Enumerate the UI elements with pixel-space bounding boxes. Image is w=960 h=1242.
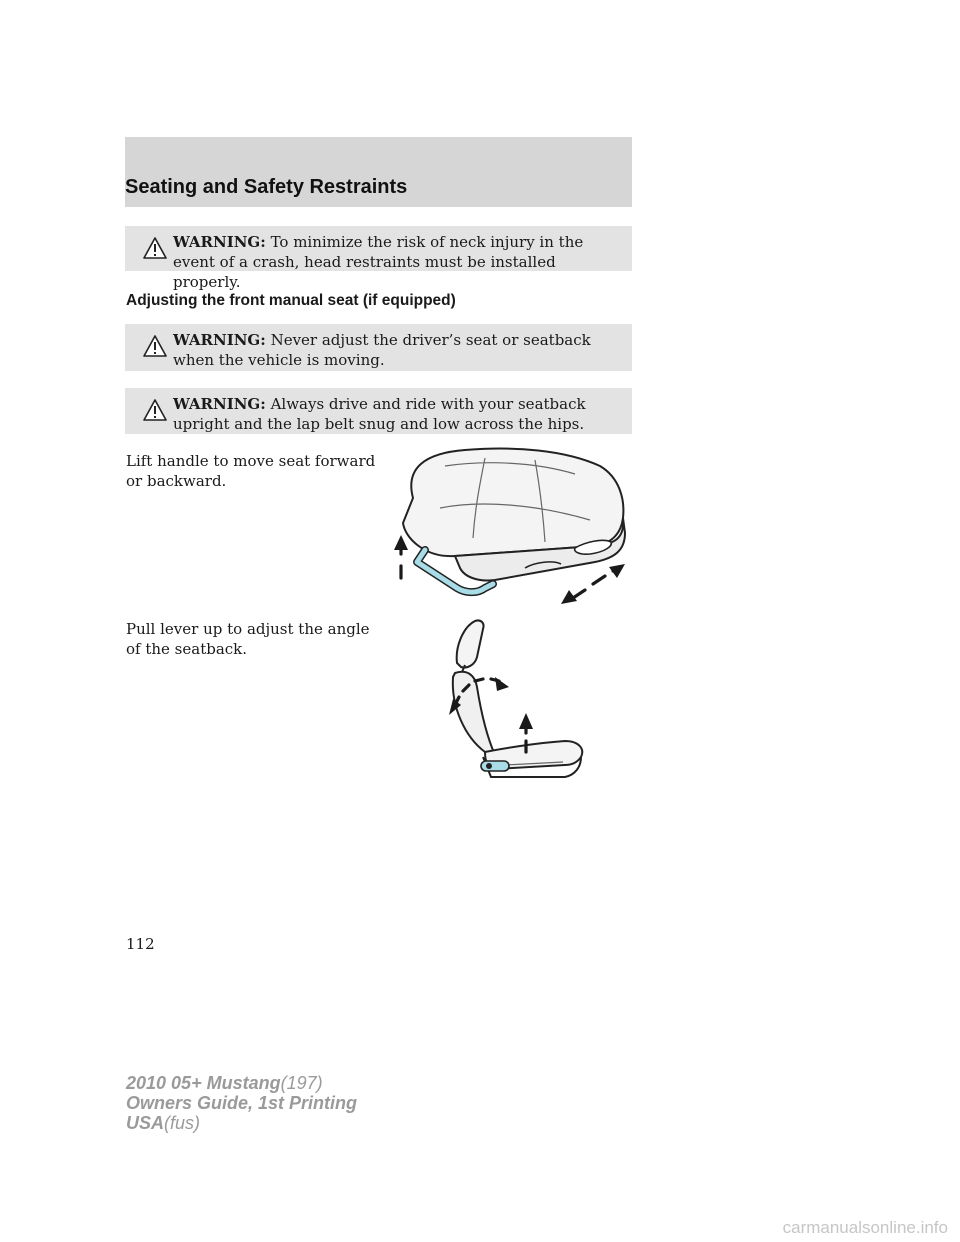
warning-box-3 [125,388,632,434]
instruction-seatback-recline: Pull lever up to adjust the angle of the seatback. [126,620,370,658]
document-footer: 2010 05+ Mustang(197) Owners Guide, 1st Printing USA(fus) [126,1073,358,1133]
seatback-recline-illustration [445,617,595,782]
instruction-seat-slide: Lift handle to move seat forward or backward. [126,452,376,490]
warning-triangle-icon [142,236,168,260]
page-title: Seating and Safety Restraints [125,176,408,198]
warning-triangle-icon [142,334,168,358]
seat-cushion-illustration [385,438,630,608]
section-heading: Adjusting the front manual seat (if equipped) [126,292,456,309]
warning-box-2 [125,324,632,371]
warning-triangle-icon [142,398,168,422]
warning-text-3: WARNING: Always drive and ride with your seatback upright and the lap belt snug and low across the hips. [173,395,586,433]
warning-text-1: WARNING: To minimize the risk of neck injury in the event of a crash, head restraints must be installed properly. [173,233,584,291]
warning-box-1 [125,226,632,291]
warning-text-2: WARNING: Never adjust the driver’s seat or seatback when the vehicle is moving. [173,331,591,369]
watermark-text: carmanualsonline.info [782,1218,948,1237]
page-number: 112 [126,935,155,953]
